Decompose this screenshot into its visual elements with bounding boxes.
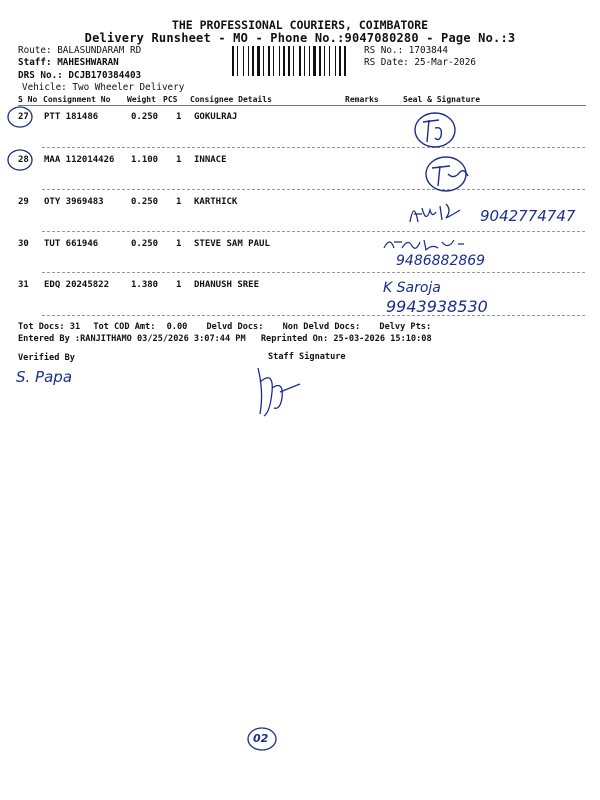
row-consignment: OTY 3969483 — [44, 197, 104, 207]
rs-date-value: 25-Mar-2026 — [414, 57, 476, 68]
row-pcs: 1 — [176, 239, 182, 249]
reprinted-label: Reprinted On: — [260, 334, 329, 344]
entered-by-label: Entered By : — [18, 334, 81, 344]
staff-value: MAHESHWARAN — [57, 57, 119, 68]
handwritten-phone: 9486882869 — [396, 253, 486, 269]
col-sno: S No — [18, 95, 38, 104]
col-consignment: Consignment No — [43, 95, 111, 104]
signature-28 — [420, 150, 480, 198]
row-divider — [42, 147, 585, 148]
non-delvd-docs-label: Non Delvd Docs: — [282, 322, 361, 332]
col-pcs: PCS — [163, 95, 178, 104]
route-label: Route: — [18, 45, 52, 56]
staff-signature-label: Staff Signature — [268, 352, 346, 362]
totals-line — [18, 322, 431, 332]
row-consignment: MAA 112014426 — [44, 155, 115, 165]
row-consignee: KARTHICK — [194, 197, 238, 207]
row-consignee: INNACE — [194, 155, 227, 165]
route-line — [18, 45, 141, 57]
drs-value: DCJB170384403 — [68, 70, 142, 81]
row-sno: 30 — [18, 239, 29, 249]
row-pcs: 1 — [176, 197, 182, 207]
table-row — [18, 274, 588, 314]
rs-date-label: RS Date: — [364, 57, 409, 68]
company-name: THE PROFESSIONAL COURIERS, COIMBATORE — [171, 18, 429, 32]
row-consignment: TUT 661946 — [44, 239, 99, 249]
vehicle-line — [22, 82, 184, 94]
handwritten-phone: 9042774747 — [480, 207, 576, 225]
staff-label: Staff: — [18, 57, 52, 68]
row-consignee: GOKULRAJ — [194, 112, 238, 122]
row-consignee: DHANUSH SREE — [194, 280, 260, 290]
row-sno: 29 — [18, 197, 29, 207]
barcode — [232, 46, 360, 76]
tot-docs-value: 31 — [69, 322, 81, 332]
handwritten-phone: 9943938530 — [386, 297, 488, 316]
col-remarks: Remarks — [345, 95, 379, 104]
table-row — [18, 106, 588, 146]
row-weight: 1.100 — [131, 155, 159, 165]
row-sno: 31 — [18, 280, 29, 290]
entered-line — [18, 334, 432, 344]
rs-no-value: 1703844 — [408, 45, 448, 56]
vehicle-label: Vehicle: — [22, 82, 67, 93]
delvd-docs-label: Delvd Docs: — [206, 322, 264, 332]
verifier-signature: S. Papa — [16, 368, 73, 386]
row-pcs: 1 — [176, 112, 182, 122]
row-divider — [42, 315, 585, 316]
route-value: BALASUNDARAM RD — [57, 45, 142, 56]
col-seal: Seal & Signature — [403, 95, 481, 104]
row-sno: 27 — [18, 112, 29, 122]
row-divider — [42, 272, 585, 273]
row-divider — [42, 231, 585, 232]
rs-no-label: RS No.: — [364, 45, 404, 56]
page-mark: 02 — [253, 732, 269, 745]
row-consignment: PTT 181486 — [44, 112, 99, 122]
row-weight: 1.380 — [131, 280, 159, 290]
vehicle-value: Two Wheeler Delivery — [72, 82, 185, 93]
row-consignee: STEVE SAM PAUL — [194, 239, 270, 249]
row-weight: 0.250 — [131, 112, 159, 122]
signature-27 — [405, 108, 465, 156]
row-divider — [42, 189, 585, 190]
table-row — [18, 149, 588, 189]
row-consignment: EDQ 20245822 — [44, 280, 110, 290]
entered-by-value: RANJITHAMO 03/25/2026 3:07:44 PM — [80, 334, 246, 344]
rs-no-line — [364, 45, 448, 57]
drs-label: DRS No.: — [18, 70, 63, 81]
handwritten-name: K Saroja — [383, 280, 441, 296]
runsheet-title: Delivery Runsheet - MO - Phone No.:9047080280 - Page No.:3 — [84, 31, 516, 45]
col-consignee: Consignee Details — [190, 95, 272, 104]
row-pcs: 1 — [176, 280, 182, 290]
tot-cod-label: Tot COD Amt: — [93, 322, 156, 332]
tot-cod-value: 0.00 — [166, 322, 188, 332]
staff-signature — [250, 362, 310, 422]
drs-line — [18, 70, 141, 82]
tot-docs-label: Tot Docs: — [18, 322, 65, 332]
row-sno: 28 — [18, 155, 29, 165]
row-pcs: 1 — [176, 155, 182, 165]
rs-date-line — [364, 57, 476, 69]
signature-29 — [406, 196, 472, 230]
col-weight: Weight — [127, 95, 156, 104]
table-row — [18, 233, 588, 273]
row-weight: 0.250 — [131, 239, 159, 249]
reprinted-value: 25-03-2026 15:10:08 — [333, 334, 432, 344]
row-weight: 0.250 — [131, 197, 159, 207]
staff-line — [18, 57, 119, 69]
delvy-pts-label: Delvy Pts: — [379, 322, 432, 332]
verified-by-label: Verified By — [18, 353, 75, 363]
